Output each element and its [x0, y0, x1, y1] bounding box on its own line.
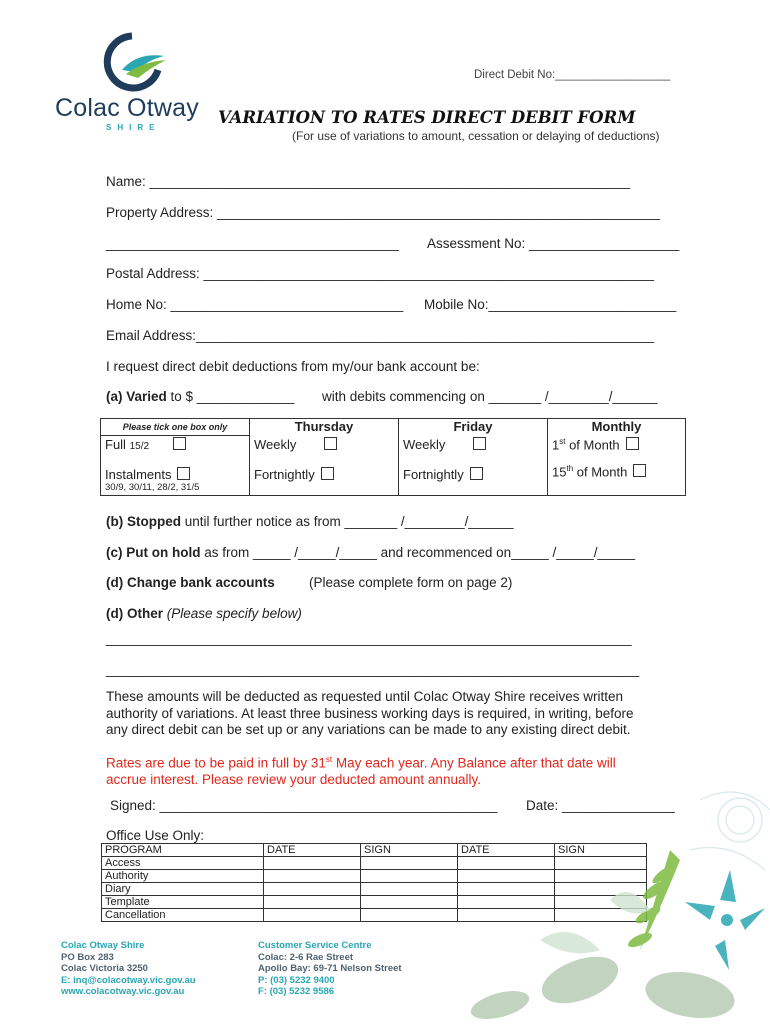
- full-label: Full: [105, 437, 126, 452]
- col-thursday: Thursday: [250, 419, 399, 436]
- footer-email-link[interactable]: E: inq@colacotway.vic.gov.au: [61, 974, 196, 986]
- footer-fax: F: (03) 5232 9586: [258, 986, 335, 998]
- office-row-label: Template: [102, 896, 264, 909]
- footer-colac-address: Colac: 2-6 Rae Street: [258, 951, 354, 963]
- first-of-month-sup: st: [559, 436, 566, 446]
- instalments-label: Instalments: [105, 467, 172, 482]
- office-row-label: Authority: [102, 870, 264, 883]
- thursday-fortnightly-checkbox[interactable]: [321, 467, 334, 480]
- footer-service-centre: Customer Service Centre: [258, 940, 372, 951]
- friday-fortnightly-label: Fortnightly: [403, 466, 464, 482]
- thursday-weekly-label: Weekly: [254, 436, 297, 452]
- office-header-sign-2: SIGN: [555, 844, 647, 857]
- office-row-label: Diary: [102, 883, 264, 896]
- footer-contact-left: [61, 940, 196, 998]
- col-friday: Friday: [399, 419, 548, 436]
- property-address-line2[interactable]: _______________________________________: [106, 236, 399, 251]
- rates-sup: st: [325, 755, 333, 764]
- para-line-2: authority of variations. At least three business working days is required, in writing, before: [106, 705, 634, 721]
- friday-fortnightly-checkbox[interactable]: [470, 467, 483, 480]
- request-text: I request direct debit deductions from my/our bank account be:: [106, 359, 480, 374]
- varied-label: (a) Varied: [106, 389, 167, 404]
- para-line-3: any direct debit can be set up or any variations can be made to any existing direct debit.: [106, 722, 631, 737]
- first-of-month-label: of Month: [565, 436, 620, 452]
- hold-rest: as from _____ /_____/_____ and recommenced on_____ /_____/_____: [200, 545, 636, 560]
- postal-address-field[interactable]: Postal Address: ____________________________________________________________: [106, 266, 655, 281]
- rates-post: May each year. Any Balance after that date will: [332, 755, 616, 771]
- office-header-date-2: DATE: [458, 844, 555, 857]
- authority-paragraph: [106, 689, 634, 739]
- varied-commencing[interactable]: with debits commencing on _______ /________/______: [322, 389, 658, 404]
- stopped-label: (b) Stopped: [106, 514, 181, 529]
- payment-options-table: [100, 418, 686, 496]
- office-use-title: Office Use Only:: [106, 828, 205, 843]
- other-input-2[interactable]: _______________________________________________________________________: [106, 662, 640, 677]
- rates-line2: accrue interest. Please review your deducted amount annually.: [106, 772, 481, 787]
- direct-debit-no: Direct Debit No:__________________: [474, 69, 671, 81]
- home-no-field[interactable]: Home No: _______________________________: [106, 297, 404, 312]
- thursday-weekly-checkbox[interactable]: [324, 437, 337, 450]
- footer-po-box: PO Box 283: [61, 951, 114, 963]
- fifteenth-label: of Month: [573, 464, 628, 480]
- footer-location: Colac Victoria 3250: [61, 963, 148, 975]
- logo-shire: SHIRE: [106, 123, 161, 132]
- form-title: VARIATION TO RATES DIRECT DEBIT FORM: [218, 108, 636, 127]
- office-row-label: Cancellation: [102, 909, 264, 922]
- full-instalments-cell: [101, 436, 250, 496]
- instalment-dates: 30/9, 30/11, 28/2, 31/5: [105, 482, 200, 493]
- first-of-month-num: 1: [552, 436, 560, 452]
- friday-cell: [399, 436, 548, 496]
- thursday-cell: [250, 436, 399, 496]
- email-address-field[interactable]: Email Address:_____________________________________________________________: [106, 328, 655, 343]
- hold-label: (c) Put on hold: [106, 545, 201, 560]
- footer-website-link[interactable]: www.colacotway.vic.gov.au: [61, 986, 185, 998]
- stopped-rest: until further notice as from _______ /________/______: [180, 514, 514, 529]
- shire-logo: [40, 30, 210, 140]
- footer-phone: P: (03) 5232 9400: [258, 974, 335, 986]
- office-header-date-1: DATE: [264, 844, 361, 857]
- rates-pre: Rates are due to be paid in full by 31: [106, 755, 326, 771]
- footer-apollo-bay-address: Apollo Bay: 69-71 Nelson Street: [258, 963, 402, 975]
- fifteenth-num: 15: [552, 464, 567, 480]
- botanical-decoration-icon: [440, 780, 770, 1024]
- varied-line[interactable]: [106, 389, 294, 404]
- varied-amount: to $ _____________: [166, 389, 295, 404]
- office-header-sign-1: SIGN: [361, 844, 458, 857]
- fifteenth-sup: th: [566, 463, 574, 473]
- monthly-cell: [548, 436, 686, 496]
- col-monthly: Monthly: [548, 419, 686, 436]
- tick-instruction: Please tick one box only: [101, 419, 250, 436]
- footer-contact-right: [258, 940, 402, 998]
- change-bank-note: (Please complete form on page 2): [309, 575, 513, 590]
- office-header-program: PROGRAM: [102, 844, 264, 857]
- name-field[interactable]: Name: ________________________________________________________________: [106, 174, 631, 189]
- mobile-no-field[interactable]: Mobile No:_________________________: [424, 297, 677, 312]
- fifteenth-checkbox[interactable]: [633, 464, 646, 477]
- first-of-month-checkbox[interactable]: [626, 437, 639, 450]
- other-line: [106, 606, 302, 621]
- office-row-label: Access: [102, 857, 264, 870]
- hold-line[interactable]: [106, 545, 635, 560]
- change-bank-label: (d) Change bank accounts: [106, 575, 275, 590]
- friday-weekly-checkbox[interactable]: [473, 437, 486, 450]
- assessment-no-field[interactable]: Assessment No: ____________________: [427, 236, 680, 251]
- footer-org-name: Colac Otway Shire: [61, 940, 145, 951]
- date-field[interactable]: Date: _______________: [526, 798, 675, 813]
- stopped-line[interactable]: [106, 514, 513, 529]
- full-checkbox[interactable]: [173, 437, 186, 450]
- friday-weekly-label: Weekly: [403, 436, 446, 452]
- form-subtitle: (For use of variations to amount, cessation or delaying of deductions): [292, 129, 660, 143]
- para-line-1: These amounts will be deducted as requested until Colac Otway Shire receives written: [106, 689, 624, 704]
- other-input-1[interactable]: ______________________________________________________________________: [106, 631, 632, 646]
- instalments-checkbox[interactable]: [177, 467, 190, 480]
- thursday-fortnightly-label: Fortnightly: [254, 466, 315, 482]
- other-note: (Please specify below): [166, 606, 302, 621]
- full-date: 15/2: [129, 441, 150, 452]
- logo-mark-icon: [102, 30, 168, 92]
- property-address-field[interactable]: Property Address: ___________________________________________________________: [106, 205, 661, 220]
- other-label: (d) Other: [106, 606, 163, 621]
- logo-name: Colac Otway: [55, 94, 199, 122]
- signed-field[interactable]: Signed: _____________________________________________: [110, 798, 498, 813]
